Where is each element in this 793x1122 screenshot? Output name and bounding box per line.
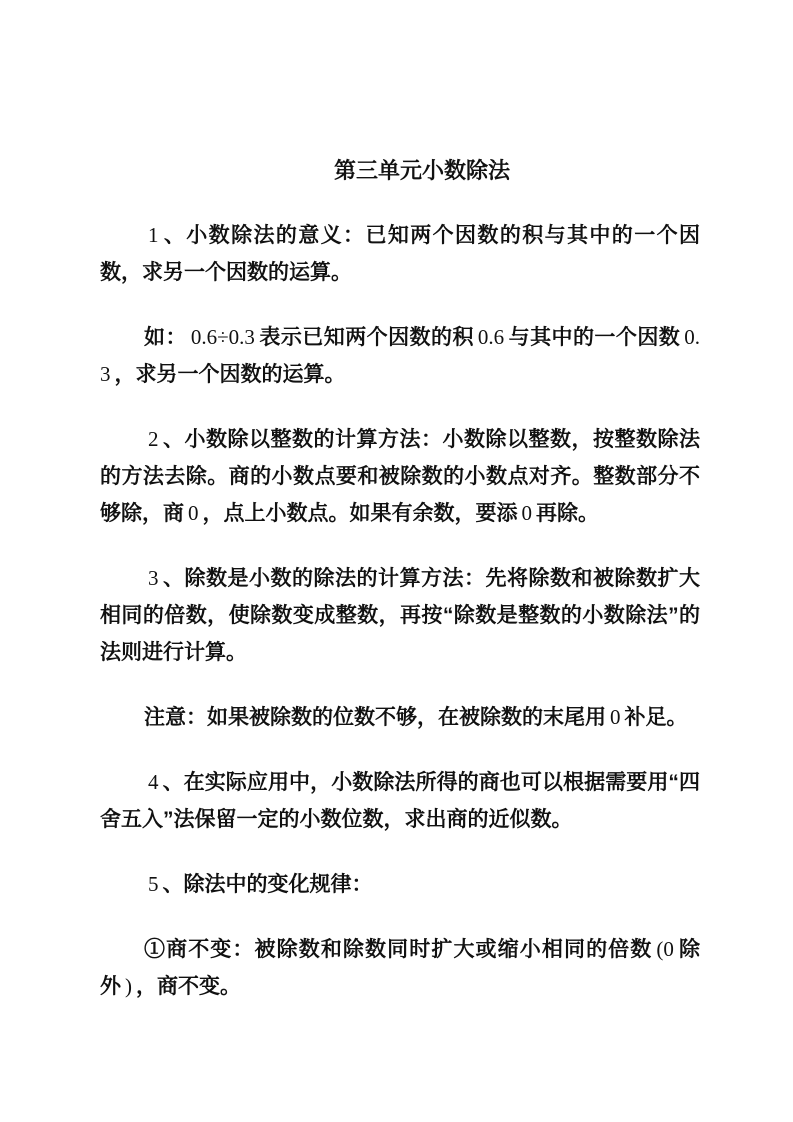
document-title: 第三单元小数除法: [333, 158, 510, 183]
paragraph: 4 、在实际应用中，小数除法所得的商也可以根据需要用“四舍五入”法保留一定的小数位数，求出商的近似数。: [100, 770, 700, 831]
numeral-run: 0: [610, 705, 621, 729]
document-body: [100, 217, 700, 1005]
paragraph: 3 、除数是小数的除法的计算方法：先将除数和被除数扩大相同的倍数，使除数变成整数，再按“除数是整数的小数除法”的法则进行计算。: [100, 566, 700, 664]
numeral-run: 2: [148, 427, 159, 451]
paragraph: 1 、小数除法的意义：已知两个因数的积与其中的一个因数，求另一个因数的运算。: [100, 223, 700, 284]
numeral-run: ): [125, 974, 132, 998]
numeral-run: 5: [148, 872, 159, 896]
paragraph: ①商不变：被除数和除数同时扩大或缩小相同的倍数 (0 除外 ) ，商不变。: [100, 937, 701, 998]
document-content: [100, 152, 700, 1033]
paragraph: 如： 0.6÷0.3 表示已知两个因数的积 0.6 与其中的一个因数 0.3 ，求另一个因数的运算。: [100, 325, 700, 386]
numeral-run: 4: [148, 770, 159, 794]
paragraph: 2 、小数除以整数的计算方法：小数除以整数，按整数除法的方法去除。商的小数点要和被除数的小数点对齐。整数部分不够除，商 0 ，点上小数点。如果有余数，要添 0 再除。: [100, 427, 700, 525]
numeral-run: 0: [188, 501, 199, 525]
paragraph: 注意：如果被除数的位数不够，在被除数的末尾用 0 补足。: [144, 705, 688, 729]
numeral-run: 0.3: [100, 325, 700, 386]
paragraph: 5 、除法中的变化规律：: [148, 872, 373, 896]
numeral-run: 1: [148, 223, 159, 247]
numeral-run: 0: [521, 501, 532, 525]
numeral-run: 0.6÷0.3: [190, 325, 255, 349]
numeral-run: 3: [148, 566, 159, 590]
numeral-run: 0.6: [477, 325, 505, 349]
numeral-run: (0: [656, 937, 674, 961]
